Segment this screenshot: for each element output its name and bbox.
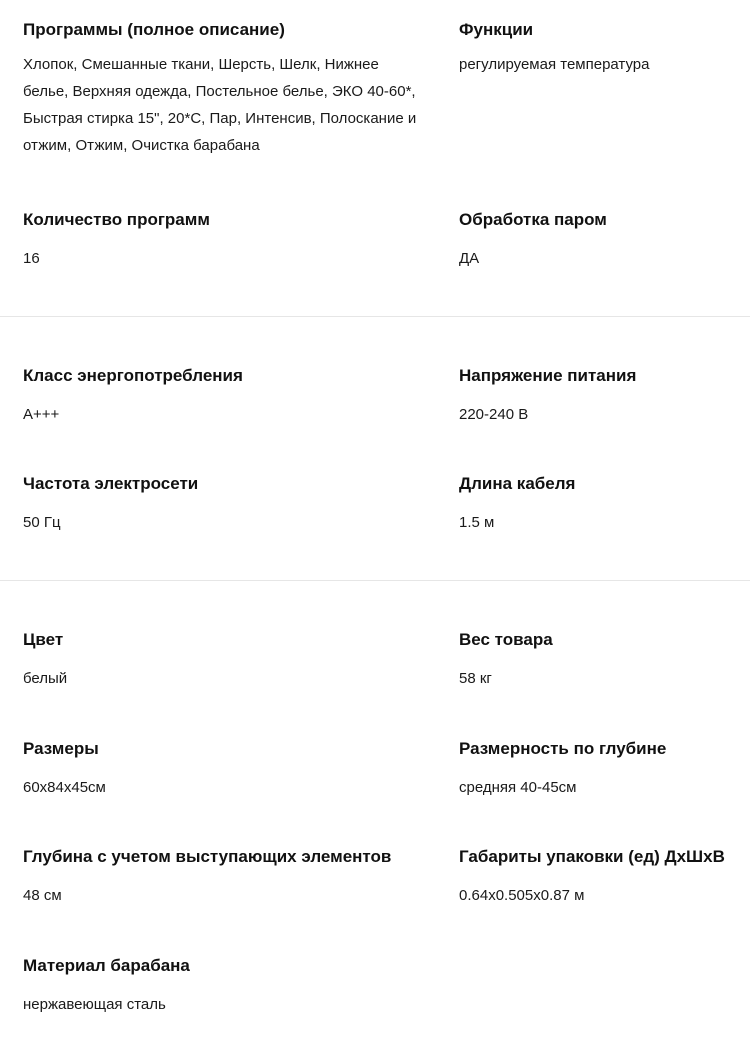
spec-cable-length: [459, 473, 750, 536]
spec-label: Напряжение питания: [459, 366, 637, 385]
spec-value: средняя 40-45см: [459, 779, 577, 796]
spec-value: 60x84x45см: [23, 779, 106, 796]
spec-value: 220-240 В: [459, 406, 529, 423]
spec-package-dimensions: [459, 846, 749, 909]
spec-label: Размерность по глубине: [459, 739, 667, 758]
spec-label: Материал барабана: [23, 956, 190, 975]
spec-label: Вес товара: [459, 630, 553, 649]
spec-value: 58 кг: [459, 670, 492, 687]
spec-voltage: [459, 365, 750, 428]
spec-depth-class: [459, 738, 750, 801]
spec-value: 48 см: [23, 887, 62, 904]
spec-value: 0.64x0.505x0.87 м: [459, 887, 585, 904]
spec-label: Частота электросети: [23, 474, 199, 493]
spec-label: Глубина с учетом выступающих элементов: [23, 847, 392, 866]
spec-label: Длина кабеля: [459, 474, 576, 493]
spec-label: Цвет: [23, 630, 64, 649]
spec-value: белый: [23, 670, 68, 687]
spec-value: ДА: [459, 250, 480, 267]
spec-drum-material: [23, 955, 423, 1018]
spec-program-count: [23, 209, 423, 272]
spec-programs-description: [23, 19, 423, 159]
spec-value: 16: [23, 250, 40, 267]
spec-value: Хлопок, Смешанные ткани, Шерсть, Шелк, Нижнее белье, Верхняя одежда, Постельное белье, ЭКО 40-60*, Быстрая стирка 15", 20*С, Пар, Интенсив, Полоскание и отжим, Отжим, Очистка барабана: [23, 56, 417, 154]
spec-label: Программы (полное описание): [23, 20, 285, 39]
spec-dimensions: [23, 738, 423, 801]
spec-value: нержавеющая сталь: [23, 996, 166, 1013]
spec-functions: [459, 19, 750, 78]
spec-label: Размеры: [23, 739, 99, 758]
spec-label: Габариты упаковки (ед) ДхШхВ: [459, 847, 725, 866]
spec-energy-class: [23, 365, 423, 428]
section-divider: [0, 316, 750, 317]
spec-label: Обработка паром: [459, 210, 607, 229]
spec-label: Класс энергопотребления: [23, 366, 243, 385]
spec-weight: [459, 629, 750, 692]
spec-value: 50 Гц: [23, 514, 61, 531]
spec-depth-with-protrusions: [23, 846, 423, 909]
spec-label: Функции: [459, 20, 534, 39]
spec-color: [23, 629, 423, 692]
section-divider: [0, 580, 750, 581]
spec-value: A+++: [23, 406, 60, 423]
spec-value: регулируемая температура: [459, 56, 650, 73]
spec-label: Количество программ: [23, 210, 210, 229]
spec-value: 1.5 м: [459, 514, 495, 531]
spec-steam: [459, 209, 750, 272]
spec-frequency: [23, 473, 423, 536]
